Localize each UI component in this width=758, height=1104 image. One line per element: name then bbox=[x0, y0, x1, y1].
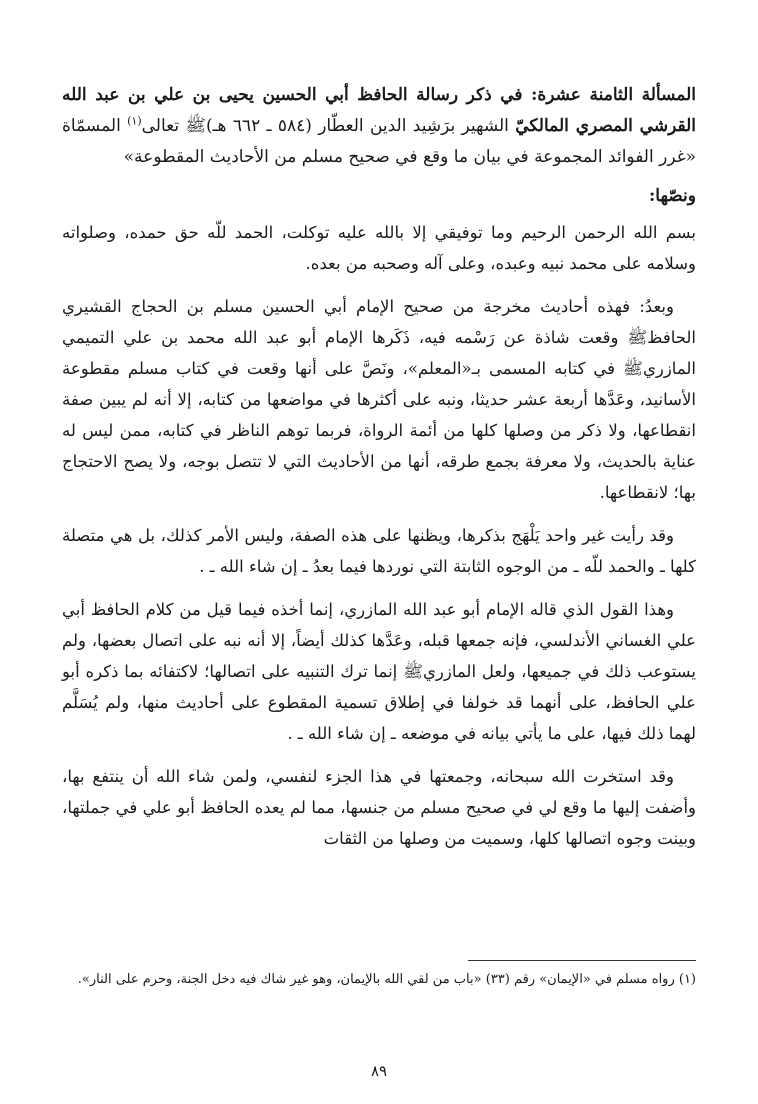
footnote: (١) رواه مسلم في «الإيمان» رقم (٣٣) «باب من لقي الله بالإيمان، وهو غير شاك فيه دخل الجنة، وحرم على النار». bbox=[77, 972, 696, 987]
heading-bold: المسألة الثامنة عشرة: في ذكر رسالة الحافظ أبي الحسين يحيى بن علي بن عبد الله القرشي المصري المالكيّ bbox=[62, 85, 696, 136]
section-heading bbox=[62, 80, 696, 173]
page-number: ٨٩ bbox=[370, 1062, 388, 1080]
main-text bbox=[62, 80, 696, 866]
paragraph-compilation: وقد استخرت الله سبحانه، وجمعتها في هذا الجزء لنفسي، ولمن شاء الله أن ينتفع بها، وأضفت إليها ما وقع لي في صحيح مسلم من جنسها، مما لم يعده الحافظ أبو علي في جملتها، وبينت وجوه اتصالها كلها، وسميت من وصلها من الثقات bbox=[62, 767, 696, 848]
paragraph-basmala: بسم الله الرحمن الرحيم وما توفيقي إلا بالله عليه توكلت، الحمد للّه حق حمده، وصلواته وسلامه على محمد نبيه وعبده، وعلى آله وصحبه من بعده. bbox=[62, 223, 696, 273]
heading-rest: الشهير برَشِيد الدين العطّار (٥٨٤ ـ ٦٦٢ هـ)ﷺ تعالى bbox=[141, 116, 516, 136]
text-intro-label: ونصّها: bbox=[649, 186, 696, 206]
footnote-marker: (١) bbox=[127, 114, 142, 128]
paragraph-claim: وقد رأيت غير واحد يَلْهَج بذكرها، ويظنها على هذه الصفة، وليس الأمر كذلك، بل هي متصلة كلها ـ والحمد للّه ـ من الوجوه الثابتة التي نوردها فيما بعدُ ـ إن شاء الله ـ . bbox=[62, 526, 696, 576]
footnote-divider bbox=[468, 960, 696, 961]
heading-tail: المسمّاة «غرر الفوائد المجموعة في بيان ما وقع في صحيح مسلم من الأحاديث المقطوعة» bbox=[62, 116, 696, 167]
paragraph-origin: وهذا القول الذي قاله الإمام أبو عبد الله المازري، إنما أخذه فيما قيل من كلام الحافظ أبي علي الغساني الأندلسي، فإنه جمعها قبله، وعَدَّها كذلك أيضاً، إلا أنه نبه على اتصال بعضها، ولم يستوعب ذلك في جميعها، ولعل المازريﷺ إنما ترك التنبيه على اتصالها؛ لاكتفائه بما ذكره أبو علي الحافظ، على أنهما قد خولفا في إطلاق تسمية المقطوع على أحاديث منها، ولم يُسَلَّم لهما ذلك فيها، على ما يأتي بيانه في موضعه ـ إن شاء الله ـ . bbox=[62, 600, 696, 743]
paragraph-intro: وبعدُ: فهذه أحاديث مخرجة من صحيح الإمام أبي الحسين مسلم بن الحجاج القشيري الحافظﷺ وقعت شاذة عن رَسْمه فيه، ذَكَرها الإمام أبو عبد الله محمد بن علي التميمي المازريﷺ في كتابه المسمى بـ«المعلم»، ونَصَّ على أنها وقعت في كتاب مسلم مقطوعة الأسانيد، وعَدَّها أربعة عشر حديثا، ونبه على أكثرها في مواضعها من كتابه، إلا أنه لم يبين صفة انقطاعها، ولا ذكر من وصلها كلها من أئمة الرواة، فربما توهم الناظر في كتابه، ممن ليس له عناية بالحديث، ولا معرفة بجمع طرقه، أنها من الأحاديث التي لا تتصل بوجه، ولا يصح الاحتجاج بها؛ لانقطاعها. bbox=[62, 297, 696, 502]
